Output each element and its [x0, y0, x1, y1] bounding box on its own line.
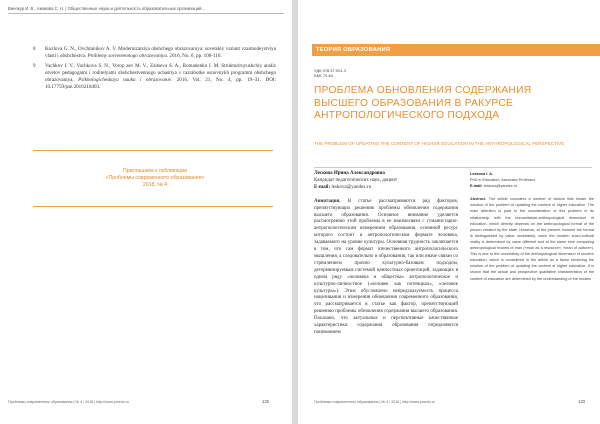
invitation-bottom-rule [33, 206, 273, 207]
article-title-ru: ПРОБЛЕМА ОБНОВЛЕНИЯ СОДЕРЖАНИЯ ВЫСШЕГО ОБРАЗОВАНИЯ В РАКУРСЕ АНТРОПОЛОГИЧЕСКОГО ПОДХОДА [314, 85, 532, 122]
author-rule [314, 167, 592, 168]
abstract-label-ru: Аннотация. [314, 198, 341, 204]
udc-code: УДК 378.37:001.3 [314, 68, 346, 73]
reference-list [33, 46, 276, 93]
author-degree-en: PhD in Education, Associate Professor [470, 178, 536, 183]
abstract-en [470, 196, 594, 281]
reference-journal: Psikhologicheskaya nauka i obrazovanie. [78, 76, 173, 83]
abstract-label-en: Abstract. [470, 197, 487, 202]
invitation-line: Приглашаем к публикации [122, 168, 187, 174]
page-number: 132 [262, 399, 269, 404]
reference-journal: Problemy sovremennogo obrazovaniya. [87, 52, 169, 59]
page-footer: Проблемы современного образования | № 4 / 2018 | http://www.pmedu.ru [8, 400, 129, 404]
page-number: 133 [578, 399, 585, 404]
right-page [298, 0, 600, 424]
email-label-en: E-mail: [470, 184, 483, 189]
author-email-en[interactable]: leskova@yandex.ru [483, 184, 518, 189]
reference-details: 2016, No. 6, pp. 100-110. [169, 52, 222, 59]
author-email-ru[interactable]: leskova@yandex.ru [331, 184, 372, 190]
running-head: Винокур И. В., Акимова С. Н. | Общественные науки и деятельность образовательных организаций... [8, 6, 205, 11]
left-page [0, 0, 292, 424]
reference-item [33, 46, 276, 60]
author-name-en: Leskova I. A. [470, 172, 494, 176]
invitation-top-rule [33, 150, 273, 151]
section-label: ТЕОРИЯ ОБРАЗОВАНИЯ [316, 46, 391, 53]
running-head-rule [8, 13, 284, 14]
section-bar [312, 44, 600, 56]
russian-column [314, 171, 458, 337]
english-column [470, 171, 594, 282]
reference-text: Vachkov I. V., Vachkova S. N., Vorop aev M. V., Zaitseva S. A., Romanenko I. M. Strukturiruyushchiy analiz otvetov pedagogami i roditelyami obshchestvennogo uchastiya v razrabotke osnovnykh programm obshchego obrazovaniya. [45, 62, 276, 83]
classification-codes [314, 68, 346, 79]
invitation-line: «Проблемы современного образования» [105, 175, 205, 182]
reference-details: 2016, Vol. 21, No. 4, pp. 19–31. DOI: 10.17759/pse.2016210403. [45, 76, 276, 90]
article-title-en: THE PROBLEM OF UPDATING THE CONTENT OF HIGHER EDUCATION IN THE ANTHROPOLOGICAL PERSPECTIVE [314, 141, 565, 146]
abstract-ru [314, 199, 458, 337]
invitation-block [60, 168, 250, 190]
page-footer: Проблемы современного образования | № 4 / 2018 | http://www.pmedu.ru [314, 400, 435, 404]
email-label-ru: E-mail: [314, 184, 331, 190]
abstract-text-en: The article considers a number of factors that hinder the solution of the problem of updating the content of higher education. The main attention is paid to the consideration of this problem in its relationship with the humanitarian-anthropological dimension of education, which directly depends on the anthropological format of the person created by the state. However, at the present moment the format is distinguished by value uncertainty, since the modern socio-cultural reality is determined by value different and at the same time competing anthropological models of man («man as a resource», «man of culture»). This is due to the uncertainty of the anthropological dimension of modern education, which is considered in the article as a factor hindering the solution of the problem of updating the content of higher education. It is shown that the actual and prospective qualitative characteristics of the content of education are determined by the understanding of the models [470, 197, 594, 281]
author-degree-ru: Кандидат педагогических наук, доцент [314, 177, 398, 183]
abstract-text-ru: В статье рассматриваются ряд факторов, препятствующих решению проблемы обновления содержания высшего образования. Основное внимание уделяется рассмотрению этой проблемы в ее взаимосвязи с гуманистарно-антропологическим измерением образования, основной ресурс которого состоит в антропологическом формате человека, задаваемого на уровне культуры. Основная трудность заключается в том, что сам формат отечественного антропологического мышления, а следовательно и образования, так или иначе связан со стремлением прочно культурно-базовым подходом, детерминируемым системой ценностных ориентаций, задающих в одном ряду «человека и общества» антропологическое и культурно-личностное («человек как потенциал», «человек культуры»). Этим обусловлено непредсказуемость процесса нацеливания и измерения обновления современного образования, что рассматривается в статье как фактор, препятствующий решению проблемы обновления содержания высшего образования. Показано, что актуальные и перспективные качественные характеристики содержания образования определяются пониманием [314, 198, 459, 335]
reference-item [33, 63, 276, 91]
invitation-line: 2018, № 4 [142, 182, 168, 189]
bbk-code: ББК 74.48 [314, 73, 333, 79]
reference-number: 8 [33, 46, 36, 52]
reference-text: Kozlova G. N., Ovchinnikov A. V. Modernizatsiya obshchego obrazovaniya: sovetskiy variant vzaimodeystviya vlasti i obshchestva. [45, 46, 276, 59]
reference-number: 9 [33, 62, 36, 69]
author-name-ru: Лескова Ирина Александровна [314, 171, 385, 176]
